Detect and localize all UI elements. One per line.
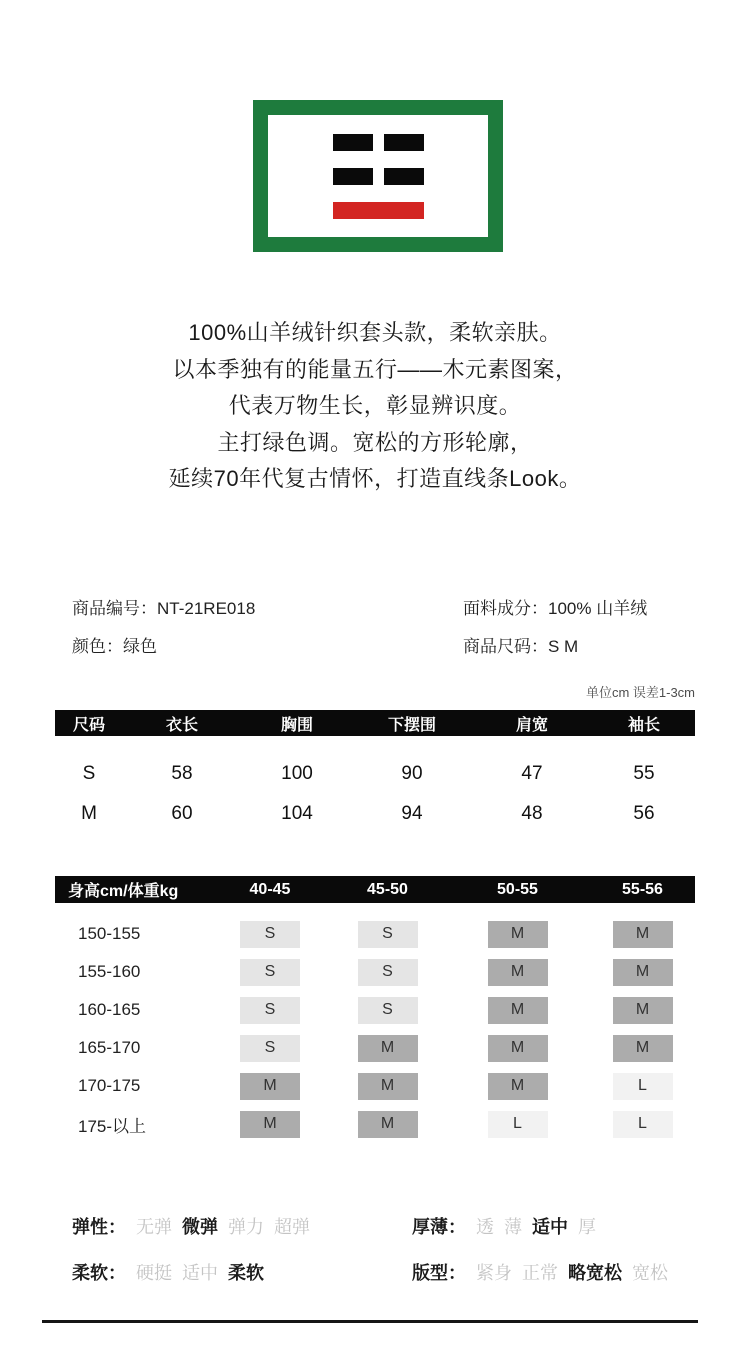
size-cell: 100 (281, 763, 313, 784)
attribute-option: 适中 (532, 1217, 568, 1237)
height-range: 160-165 (78, 1000, 141, 1019)
size-cell: 104 (281, 803, 313, 824)
column-header: 袖长 (627, 716, 660, 734)
attribute-label: 柔软： (72, 1263, 126, 1283)
height-range: 155-160 (78, 962, 141, 981)
trigram-bar-segment (384, 168, 424, 185)
size-cell: 60 (171, 803, 193, 824)
trigram-solid-bar (333, 202, 424, 219)
attribute-option: 正常 (522, 1263, 558, 1283)
fabric-label: 面料成分： (463, 599, 548, 618)
attribute-fit (412, 1250, 668, 1296)
wood-element-trigram-icon (333, 134, 424, 219)
weight-range-header: 40-45 (249, 880, 291, 898)
attribute-label: 版型： (412, 1263, 466, 1283)
description-line: 延续70年代复古情怀，打造直线条Look。 (168, 466, 582, 491)
description-line: 代表万物生长，彰显辨识度。 (228, 393, 522, 418)
recommended-size: S (240, 997, 300, 1024)
fit-table-row (55, 991, 695, 1029)
height-range: 165-170 (78, 1038, 141, 1057)
attribute-option: 无弹 (136, 1217, 172, 1237)
attributes-left-column (72, 1204, 310, 1296)
recommended-size: M (488, 1073, 548, 1100)
color-row (72, 628, 255, 666)
product-code-value: NT-21RE018 (157, 599, 256, 618)
available-sizes-value: S M (548, 637, 579, 656)
description-line: 主打绿色调。宽松的方形轮廓， (217, 429, 533, 455)
attribute-option: 弹力 (228, 1217, 264, 1237)
size-cell: 56 (633, 803, 655, 824)
attribute-option: 紧身 (476, 1263, 512, 1283)
column-header: 尺码 (72, 716, 105, 734)
column-header: 胸围 (280, 716, 313, 734)
size-cell: 55 (633, 763, 655, 784)
size-row-s (55, 754, 695, 794)
attribute-option: 超弹 (274, 1217, 310, 1237)
recommended-size: M (240, 1073, 300, 1100)
recommended-size: S (358, 959, 418, 986)
fit-table-row (55, 1067, 695, 1105)
color-value: 绿色 (123, 637, 157, 656)
attribute-elasticity (72, 1204, 310, 1250)
attribute-thickness (412, 1204, 668, 1250)
fit-table-row (55, 1029, 695, 1067)
fit-recommendation-table (55, 876, 695, 1143)
recommended-size: S (240, 959, 300, 986)
bottom-divider (42, 1320, 698, 1323)
attribute-option: 柔软 (228, 1263, 264, 1283)
size-cell: S (82, 763, 96, 784)
attribute-option: 微弹 (182, 1217, 218, 1237)
recommended-size: L (613, 1073, 673, 1100)
color-label: 颜色： (72, 637, 123, 656)
product-code-row (72, 590, 255, 628)
column-header: 肩宽 (515, 716, 548, 734)
size-cell: 58 (171, 763, 193, 784)
attribute-option: 薄 (504, 1217, 522, 1237)
height-range: 170-175 (78, 1076, 141, 1095)
product-description (0, 315, 750, 498)
trigram-bar-segment (333, 134, 373, 151)
recommended-size: M (240, 1111, 300, 1138)
size-table-header (55, 710, 695, 736)
size-cell: 94 (401, 803, 423, 824)
product-code-label: 商品编号： (72, 599, 157, 618)
column-header: 下摆围 (387, 716, 436, 734)
recommended-size: M (613, 921, 673, 948)
attribute-option: 硬挺 (136, 1263, 172, 1283)
recommended-size: S (358, 997, 418, 1024)
recommended-size: S (240, 921, 300, 948)
description-line: 以本季独有的能量五行——木元素图案， (172, 356, 578, 382)
attribute-option: 宽松 (632, 1263, 668, 1283)
size-cell: M (81, 803, 97, 824)
attribute-option: 适中 (182, 1263, 218, 1283)
fit-table-row (55, 915, 695, 953)
weight-range-header: 50-55 (497, 880, 538, 898)
recommended-size: M (358, 1111, 418, 1138)
recommended-size: M (488, 1035, 548, 1062)
recommended-size: S (240, 1035, 300, 1062)
fit-table-header (55, 876, 695, 903)
height-weight-header: 身高cm/体重kg (68, 883, 179, 900)
trigram-broken-bar-top (333, 134, 424, 151)
size-measurement-table (55, 710, 695, 834)
height-range: 175-以上 (78, 1116, 147, 1136)
attribute-option: 透 (476, 1217, 494, 1237)
attribute-softness (72, 1250, 310, 1296)
attributes-right-column (412, 1204, 668, 1296)
size-table-body (55, 754, 695, 834)
fit-table-body (55, 915, 695, 1143)
height-range: 150-155 (78, 924, 141, 943)
column-header: 衣长 (165, 716, 198, 734)
fabric-row (463, 590, 647, 628)
available-sizes-label: 商品尺码： (463, 637, 548, 656)
size-cell: 47 (521, 763, 543, 784)
attribute-option: 略宽松 (568, 1263, 622, 1283)
brand-logo (253, 100, 503, 252)
fit-table-row (55, 953, 695, 991)
weight-range-header: 45-50 (367, 880, 408, 898)
product-info-left (72, 590, 255, 666)
recommended-size: M (488, 921, 548, 948)
description-line: 100%山羊绒针织套头款，柔软亲肤。 (188, 320, 562, 345)
fabric-value: 100% 山羊绒 (548, 599, 648, 618)
attribute-label: 弹性： (72, 1217, 126, 1237)
recommended-size: M (613, 959, 673, 986)
recommended-size: M (488, 959, 548, 986)
trigram-broken-bar-middle (333, 168, 424, 185)
size-row-m (55, 794, 695, 834)
recommended-size: S (358, 921, 418, 948)
product-info-right (463, 590, 647, 666)
recommended-size: M (358, 1073, 418, 1100)
size-cell: 48 (521, 803, 543, 824)
attribute-option: 厚 (578, 1217, 596, 1237)
size-cell: 90 (401, 763, 423, 784)
weight-range-header: 55-56 (622, 880, 663, 898)
recommended-size: M (613, 997, 673, 1024)
unit-note: 单位cm 误差1-3cm (585, 685, 695, 700)
recommended-size: M (488, 997, 548, 1024)
recommended-size: L (613, 1111, 673, 1138)
available-sizes-row (463, 628, 647, 666)
attribute-label: 厚薄： (412, 1217, 466, 1237)
recommended-size: M (613, 1035, 673, 1062)
recommended-size: L (488, 1111, 548, 1138)
trigram-bar-segment (384, 134, 424, 151)
trigram-bar-segment (333, 168, 373, 185)
recommended-size: M (358, 1035, 418, 1062)
fit-table-row (55, 1105, 695, 1143)
